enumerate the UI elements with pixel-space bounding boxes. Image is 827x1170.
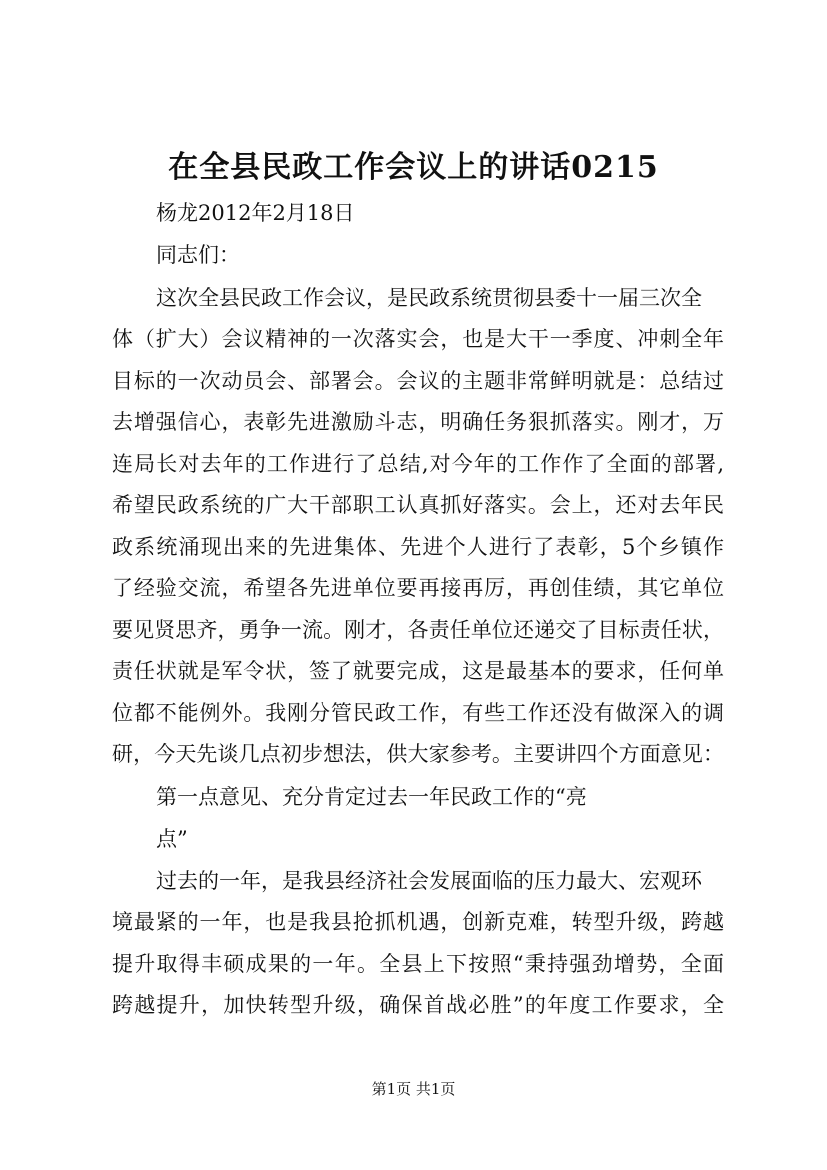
paragraph-line: 位都不能例外。我刚分管民政工作，有些工作还没有做深入的调 — [112, 701, 724, 725]
paragraph-line: 政系统涌现出来的先进集体、先进个人进行了表彰，5个乡镇作 — [112, 535, 724, 559]
paragraph-line: 过去的一年，是我县经济社会发展面临的压力最大、宏观环 — [156, 869, 702, 893]
byline: 杨龙2012年2月18日 — [156, 201, 355, 225]
paragraph-line: 目标的一次动员会、部署会。会议的主题非常鲜明就是：总结过 — [112, 369, 724, 393]
page-footer: 第1页 共1页 — [371, 1080, 456, 1098]
document-title: 在全县民政工作会议上的讲话0215 — [168, 150, 659, 185]
salutation: 同志们： — [156, 243, 240, 267]
paragraph-line: 跨越提升，加快转型升级，确保首战必胜”的年度工作要求，全 — [112, 993, 724, 1017]
paragraph-line: 责任状就是军令状，签了就要完成，这是最基本的要求，任何单 — [112, 659, 724, 683]
paragraph-line: 要见贤思齐，勇争一流。刚才，各责任单位还递交了目标责任状， — [112, 618, 724, 642]
paragraph-line: 提升取得丰硕成果的一年。全县上下按照“秉持强劲增势，全面 — [112, 952, 724, 976]
section-heading-line: 点” — [156, 827, 188, 851]
paragraph-line: 体（扩大）会议精神的一次落实会，也是大干一季度、冲刺全年 — [112, 327, 724, 351]
paragraph-line: 境最紧的一年，也是我县抢抓机遇，创新克难，转型升级，跨越 — [112, 910, 724, 934]
paragraph-line: 研，今天先谈几点初步想法，供大家参考。主要讲四个方面意见： — [112, 742, 724, 766]
paragraph-line: 了经验交流，希望各先进单位要再接再厉，再创佳绩，其它单位 — [112, 576, 724, 600]
paragraph-line: 这次全县民政工作会议，是民政系统贯彻县委十一届三次全 — [156, 286, 702, 310]
paragraph-line: 连局长对去年的工作进行了总结,对今年的工作作了全面的部署, — [112, 452, 724, 476]
paragraph-line: 希望民政系统的广大干部职工认真抓好落实。会上，还对去年民 — [112, 493, 724, 517]
section-heading-line: 第一点意见、充分肯定过去一年民政工作的“亮 — [156, 785, 587, 809]
paragraph-line: 去增强信心，表彰先进激励斗志，明确任务狠抓落实。刚才，万 — [112, 410, 724, 434]
